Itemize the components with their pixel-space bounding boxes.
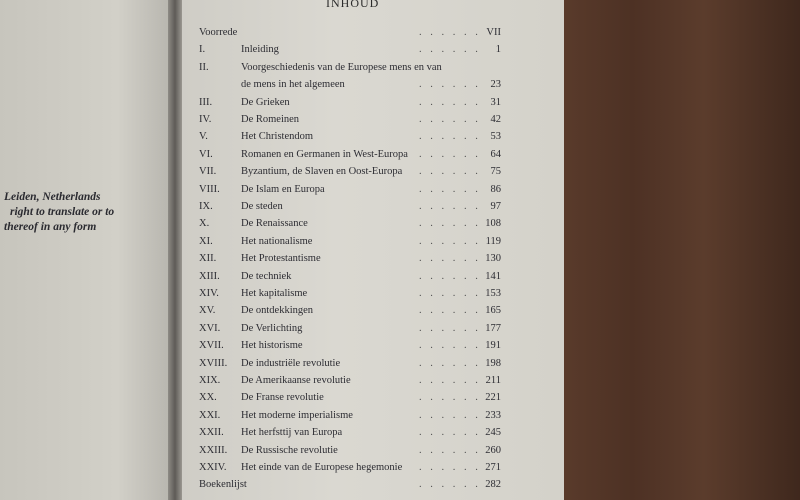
page-number: 42 xyxy=(490,114,501,125)
chapter-number: V. xyxy=(199,131,208,143)
page-number: 191 xyxy=(485,340,501,352)
page-number: 260 xyxy=(485,444,501,456)
wooden-background xyxy=(560,0,800,500)
leader-dots: . . . . . . xyxy=(419,409,481,421)
leader-dots: . . . . . . xyxy=(419,96,481,108)
chapter-title: De industriële revolutie xyxy=(241,357,341,369)
chapter-number: XI. xyxy=(199,235,213,247)
copyright-text xyxy=(4,190,114,235)
page-number: 245 xyxy=(485,427,501,439)
leader-dots: . . . . . . xyxy=(419,201,481,212)
chapter-number: IX. xyxy=(199,201,213,212)
chapter-number: XXIII. xyxy=(199,444,228,456)
chapter-title: Het kapitalisme xyxy=(241,288,308,299)
leader-dots: . . . . . . xyxy=(419,131,481,143)
chapter-title: De Amerikaanse revolutie xyxy=(241,375,351,386)
chapter-number: XIII. xyxy=(199,270,220,282)
chapter-title: De steden xyxy=(241,201,283,212)
chapter-number: XXII. xyxy=(199,427,224,439)
chapter-title: De Franse revolutie xyxy=(241,392,324,404)
page-number: 53 xyxy=(490,131,501,143)
leader-dots: . . . . . . xyxy=(419,114,481,125)
leader-dots: . . . . . . xyxy=(419,235,481,247)
page-number: 141 xyxy=(485,270,501,282)
page-number: 108 xyxy=(485,218,501,230)
leader-dots: . . . . . . xyxy=(419,322,481,334)
page-number: 165 xyxy=(485,305,501,317)
page-number: 211 xyxy=(485,375,501,386)
chapter-title: Voorgeschiedenis van de Europese mens en van xyxy=(241,61,442,73)
leader-dots: . . . . . . xyxy=(419,427,481,439)
chapter-title: Het moderne imperialisme xyxy=(241,409,353,421)
chapter-number: IV. xyxy=(199,114,212,125)
chapter-title: Inleiding xyxy=(241,44,279,56)
leader-dots: . . . . . . xyxy=(419,462,481,473)
leader-dots: . . . . . . xyxy=(419,340,481,352)
leader-dots: . . . . . . xyxy=(419,148,481,160)
page-number: 198 xyxy=(485,357,501,369)
chapter-number: VI. xyxy=(199,148,213,160)
chapter-number: XII. xyxy=(199,253,217,265)
chapter-title: Byzantium, de Slaven en Oost-Europa xyxy=(241,166,403,178)
chapter-title: De Russische revolutie xyxy=(241,444,338,456)
chapter-title: Het Christendom xyxy=(241,131,314,143)
left-page xyxy=(0,0,168,500)
chapter-number: XIX. xyxy=(199,375,221,386)
page-number: 282 xyxy=(485,479,501,491)
chapter-number: III. xyxy=(199,96,213,108)
chapter-title: De ontdekkingen xyxy=(241,305,314,317)
page-number: 23 xyxy=(490,79,501,91)
chapter-number: XVIII. xyxy=(199,357,228,369)
copyright-line: right to translate or to xyxy=(10,206,115,218)
page-number: 97 xyxy=(490,201,501,212)
chapter-title: de mens in het algemeen xyxy=(241,79,345,91)
chapter-title: De Grieken xyxy=(241,96,290,108)
chapter-number: II. xyxy=(199,61,209,73)
leader-dots: . . . . . . xyxy=(419,79,481,91)
chapter-title: De Verlichting xyxy=(241,322,303,334)
leader-dots: . . . . . . xyxy=(419,218,481,230)
chapter-title: Het einde van de Europese hegemonie xyxy=(241,462,403,473)
page-number: 1 xyxy=(495,44,501,56)
leader-dots: . . . . . . xyxy=(419,27,481,38)
book-gutter xyxy=(168,0,182,500)
chapter-number: X. xyxy=(199,218,210,230)
chapter-number: XIV. xyxy=(199,288,219,299)
page-number: 31 xyxy=(490,96,501,108)
right-page xyxy=(182,0,564,500)
chapter-title: De Islam en Europa xyxy=(241,183,325,195)
chapter-title: De Renaissance xyxy=(241,218,308,230)
page-number: 271 xyxy=(485,462,501,473)
chapter-number: VIII. xyxy=(199,183,220,195)
chapter-number: XVI. xyxy=(199,322,221,334)
chapter-number: XX. xyxy=(199,392,217,404)
leader-dots: . . . . . . xyxy=(419,183,481,195)
copyright-line: thereof in any form xyxy=(4,221,97,233)
chapter-number: I. xyxy=(199,44,206,56)
page-number: 221 xyxy=(485,392,501,404)
leader-dots: . . . . . . xyxy=(419,305,481,317)
chapter-number: XV. xyxy=(199,305,216,317)
leader-dots: . . . . . . xyxy=(419,392,481,404)
leader-dots: . . . . . . xyxy=(419,253,481,265)
leader-dots: . . . . . . xyxy=(419,44,481,56)
chapter-title: Romanen en Germanen in West-Europa xyxy=(241,148,408,160)
page-number: VII xyxy=(486,27,501,38)
leader-dots: . . . . . . xyxy=(419,288,481,299)
page-number: 130 xyxy=(485,253,501,265)
chapter-number: XXI. xyxy=(199,409,221,421)
page-number: 64 xyxy=(490,148,501,160)
chapter-number: XVII. xyxy=(199,340,224,352)
leader-dots: . . . . . . xyxy=(419,444,481,456)
page-number: 233 xyxy=(485,409,501,421)
chapter-number: VII. xyxy=(199,166,217,178)
chapter-title: Het nationalisme xyxy=(241,235,313,247)
chapter-title: Het Protestantisme xyxy=(241,253,321,265)
copyright-line: Leiden, Netherlands xyxy=(4,191,101,203)
leader-dots: . . . . . . xyxy=(419,270,481,282)
leader-dots: . . . . . . xyxy=(419,479,481,491)
chapter-number: XXIV. xyxy=(199,462,227,473)
chapter-title: De Romeinen xyxy=(241,114,300,125)
page-number: 119 xyxy=(485,235,501,247)
toc-heading: INHOUD xyxy=(326,0,380,10)
page-number: 153 xyxy=(485,288,501,299)
leader-dots: . . . . . . xyxy=(419,166,481,178)
chapter-title: Het historisme xyxy=(241,340,303,352)
chapter-number: Boekenlijst xyxy=(199,479,247,491)
page-number: 75 xyxy=(490,166,501,178)
page-number: 86 xyxy=(490,183,501,195)
leader-dots: . . . . . . xyxy=(419,375,481,386)
page-number: 177 xyxy=(485,322,501,334)
leader-dots: . . . . . . xyxy=(419,357,481,369)
chapter-number: Voorrede xyxy=(199,27,238,38)
chapter-title: De techniek xyxy=(241,270,292,282)
chapter-title: Het herfsttij van Europa xyxy=(241,427,343,439)
